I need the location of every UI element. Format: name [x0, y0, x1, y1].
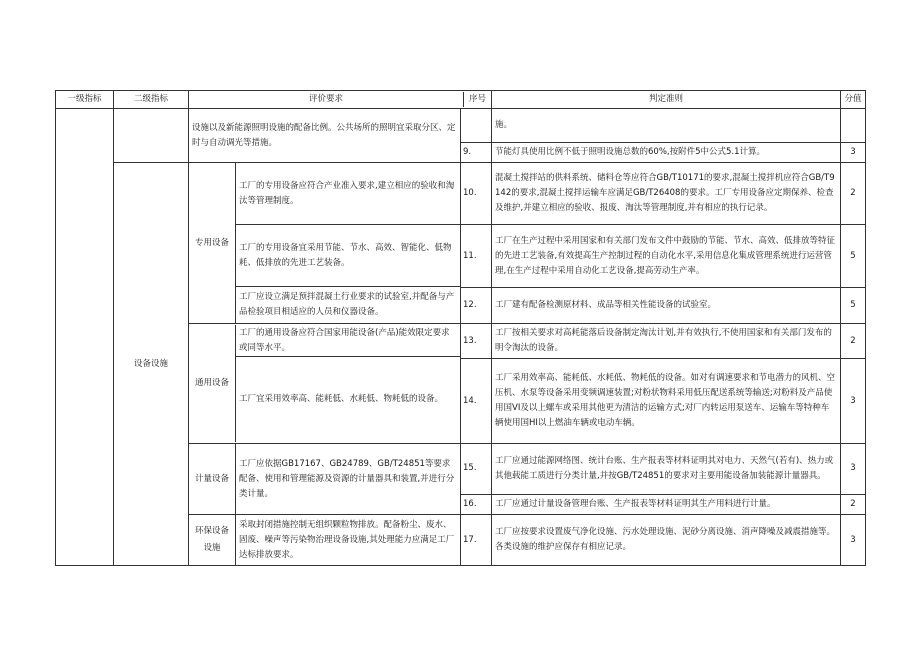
number-cell: [461, 109, 492, 143]
header-level1: 一级指标: [56, 91, 114, 109]
header-level2: 二级指标: [114, 91, 189, 109]
number-cell: 14.: [461, 359, 492, 444]
score-cell: 3: [841, 359, 866, 444]
requirement-cell: 工厂的专用设备应符合产业准入要求,建立相应的验收和淘汰等管理制度。: [236, 163, 460, 225]
score-cell: [841, 109, 866, 143]
criteria-cell: 工厂建有配备检测原材料、成品等相关性能设备的试验室。: [492, 287, 841, 323]
criteria-cell: 工厂按相关要求对高耗能落后设备制定淘汰计划,并有效执行,不使用国家和有关部门发布的明令淘汰的设备。: [492, 324, 841, 359]
number-cell: 10.: [461, 163, 492, 225]
header-number: 序号: [469, 94, 487, 104]
table-row: [56, 163, 866, 225]
score-cell: 2: [841, 163, 866, 225]
level2-cell: 设备设施: [114, 163, 189, 566]
sub-indicator-label: 专用设备: [189, 163, 236, 323]
criteria-cell: 工厂应按要求设置废气净化设施、污水处理设施、泥砂分离设施、消声降噪及减震措施等。各类设施的维护应保存有相应记录。: [492, 515, 841, 566]
criteria-cell: 混凝土搅拌站的供料系统、储料仓等应符合GB/T10171的要求,混凝土搅拌机应符合GB/T9142的要求,混凝土搅拌运输车应满足GB/T26408的要求。工厂专用设备应定期保养、检查及维护,并建立相应的验收、报废、淘汰等管理制度,并有相应的执行记录。: [492, 163, 841, 225]
score-cell: 3: [841, 143, 866, 163]
level1-cell: [56, 109, 114, 566]
header-requirement: 评价要求: [189, 92, 464, 107]
number-cell: 17.: [461, 515, 492, 566]
number-cell: 15.: [461, 444, 492, 495]
number-cell: 13.: [461, 324, 492, 359]
number-cell: 12.: [461, 287, 492, 323]
sub-indicator-label: 计量设备: [189, 444, 236, 514]
requirement-cell: 工厂应依据GB17167、GB24789、GB/T24851等要求配备、使用和管理能源及资源的计量器具和装置,并进行分类计量。: [239, 458, 455, 499]
criteria-cell: 工厂采用效率高、能耗低、水耗低、物耗低的设备。如对有调速要求和节电潜力的风机、空压机、水泵等设备采用变频调速装置;对粉状物料采用低压配送系统等输送;对粉料及产品使用国VI及以上螺车或采用其他更为清洁的运输方式;对厂内转运用泵送车、运输车等特种车辆使用国HI以上燃油车辆或电动车辆。: [492, 359, 841, 444]
header-criteria: 判定准则: [492, 91, 841, 109]
criteria-cell: 施。: [492, 109, 841, 143]
criteria-cell: 工厂在生产过程中采用国家和有关部门发布文件中鼓励的节能、节水、高效、低排放等特征的先进工艺装备,有效提高生产控制过程的自动化水平,采用信息化集成管理系统进行运营管理,在生产过程中采用自动化工艺设备,提高劳动生产率。: [492, 225, 841, 287]
requirement-cell: 工厂的专用设备宜采用节能、节水、高效、智能化、低物耗、低排放的先进工艺装备。: [236, 225, 460, 287]
sub-indicator-label: 通用设备: [189, 325, 236, 442]
level2-empty-cell: [114, 109, 189, 163]
evaluation-table: [55, 90, 866, 566]
score-cell: 3: [841, 515, 866, 566]
header-score: 分值: [841, 91, 866, 109]
score-cell: 2: [841, 494, 866, 514]
requirement-cell: 工厂应设立满足预拌混凝土行业要求的试验室,并配备与产品检验项目相适应的人员和仪器设备。: [239, 292, 455, 317]
requirement-cell: 采取封闭措施控制无组织颗粒物排放。配备粉尘、废水、固废、噪声等污染物治理设备设施,其处理能力应满足工厂达标排放要求。: [239, 519, 455, 560]
score-cell: 3: [841, 444, 866, 495]
score-cell: 5: [841, 225, 866, 287]
table-row: [56, 109, 866, 143]
criteria-cell: 工厂应通过计量设备管理台账、生产报表等材料证明其生产用料进行计量。: [492, 494, 841, 514]
criteria-cell: 节能灯具使用比例不低于照明设施总数的60%,按附件5中公式5.1计算。: [492, 143, 841, 163]
header-row: [56, 91, 866, 109]
requirement-cell: 设施以及新能源照明设施的配备比例。公共场所的照明宜采取分区、定时与自动调光等措施。: [189, 109, 461, 163]
number-cell: 9.: [461, 143, 492, 163]
number-cell: 16.: [461, 494, 492, 514]
number-cell: 11.: [461, 225, 492, 287]
score-cell: 5: [841, 287, 866, 323]
score-cell: 2: [841, 324, 866, 359]
criteria-cell: 工厂应通过能源网络图、统计台账、生产报表等材料证明其对电力、天然气(若有)、热力或其他载能工质进行分类计量,并按GB/T24851的要求对主要用能设备加装能源计量器具。: [492, 444, 841, 495]
requirement-cell: 工厂宜采用效率高、能耗低、水耗低、物耗低的设备。: [239, 394, 444, 404]
sub-indicator-label: 环保设备设施: [189, 515, 236, 565]
requirement-cell: 工厂的通用设备应符合国家用能设备(产品)能效限定要求或同等水平。: [236, 325, 460, 357]
